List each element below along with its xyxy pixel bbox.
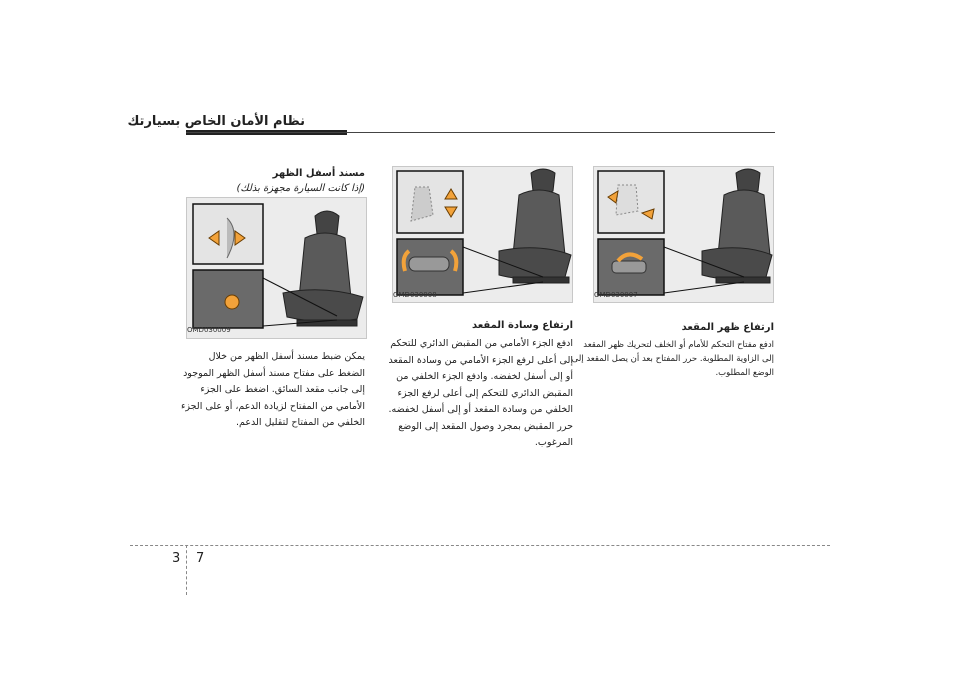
header-rule: [186, 132, 775, 133]
lumbar-support-illustration: [186, 197, 367, 339]
page-header-title: نظام الأمان الخاص بسيارتك: [127, 114, 305, 129]
footer-divider: [186, 545, 187, 595]
footer-rule: [130, 545, 830, 546]
seatback-angle-line: الوضع المطلوب.: [715, 368, 774, 378]
seatback-angle-heading: ارتفاع ظهر المقعد: [681, 322, 774, 333]
image-code-seatback: OMD030007: [594, 291, 638, 299]
lumbar-support-line: الأمامي من المفتاح لزيادة الدعم، أو على الجزء: [180, 400, 365, 412]
lumbar-support-line: الخلفي من المفتاح لتقليل الدعم.: [236, 417, 365, 428]
image-code-seat-height: OMD030008: [393, 291, 437, 299]
lumbar-support-subheading: (إذا كانت السيارة مجهزة بذلك): [236, 183, 365, 194]
seat-height-line: المرغوب.: [534, 437, 573, 448]
seatback-angle-line: إلى الزاوية المطلوبة. حرر المفتاح بعد أن يصل المقعد إلى: [571, 354, 774, 364]
seat-height-illustration: [392, 166, 573, 303]
lumbar-support-line: الضغط على مفتاح مسند أسفل الظهر الموجود: [183, 367, 365, 379]
seat-height-line: حرر المقبض بمجرد وصول المقعد إلى الوضع: [398, 420, 573, 432]
seat-height-body: [388, 336, 573, 452]
image-code-lumbar: OMD030009: [187, 326, 231, 334]
seat-height-line: المقبض الدائري للتحكم إلى أعلى لرفع الجزء: [397, 387, 573, 399]
page-section-number: 3: [172, 551, 181, 566]
lumbar-support-heading: مسند أسفل الظهر: [272, 168, 365, 179]
seat-height-line: الخلفي من وسادة المقعد أو إلى أسفل لخفضه.: [388, 404, 573, 415]
seatback-angle-body: [571, 338, 774, 380]
seat-height-heading: ارتفاع وسادة المقعد: [471, 320, 573, 331]
seat-height-line: ادفع الجزء الأمامي من المقبض الدائري للتحكم: [390, 338, 573, 349]
seatback-angle-line: ادفع مفتاح التحكم للأمام أو الخلف لتحريك ظهر المقعد: [583, 340, 774, 350]
seatback-angle-illustration: [593, 166, 774, 303]
lumbar-support-line: يمكن ضبط مسند أسفل الظهر من خلال: [208, 351, 365, 362]
page-number: 7: [196, 551, 205, 566]
lumbar-support-body: [180, 349, 365, 432]
lumbar-support-line: إلى جانب مقعد السائق. اضغط على الجزء: [200, 384, 365, 395]
seat-height-line: أو إلى أسفل لخفضه. وادفع الجزء الخلفي من: [396, 371, 573, 382]
seat-height-line: إلى أعلى لرفع الجزء الأمامي من وسادة المقعد: [388, 354, 573, 366]
